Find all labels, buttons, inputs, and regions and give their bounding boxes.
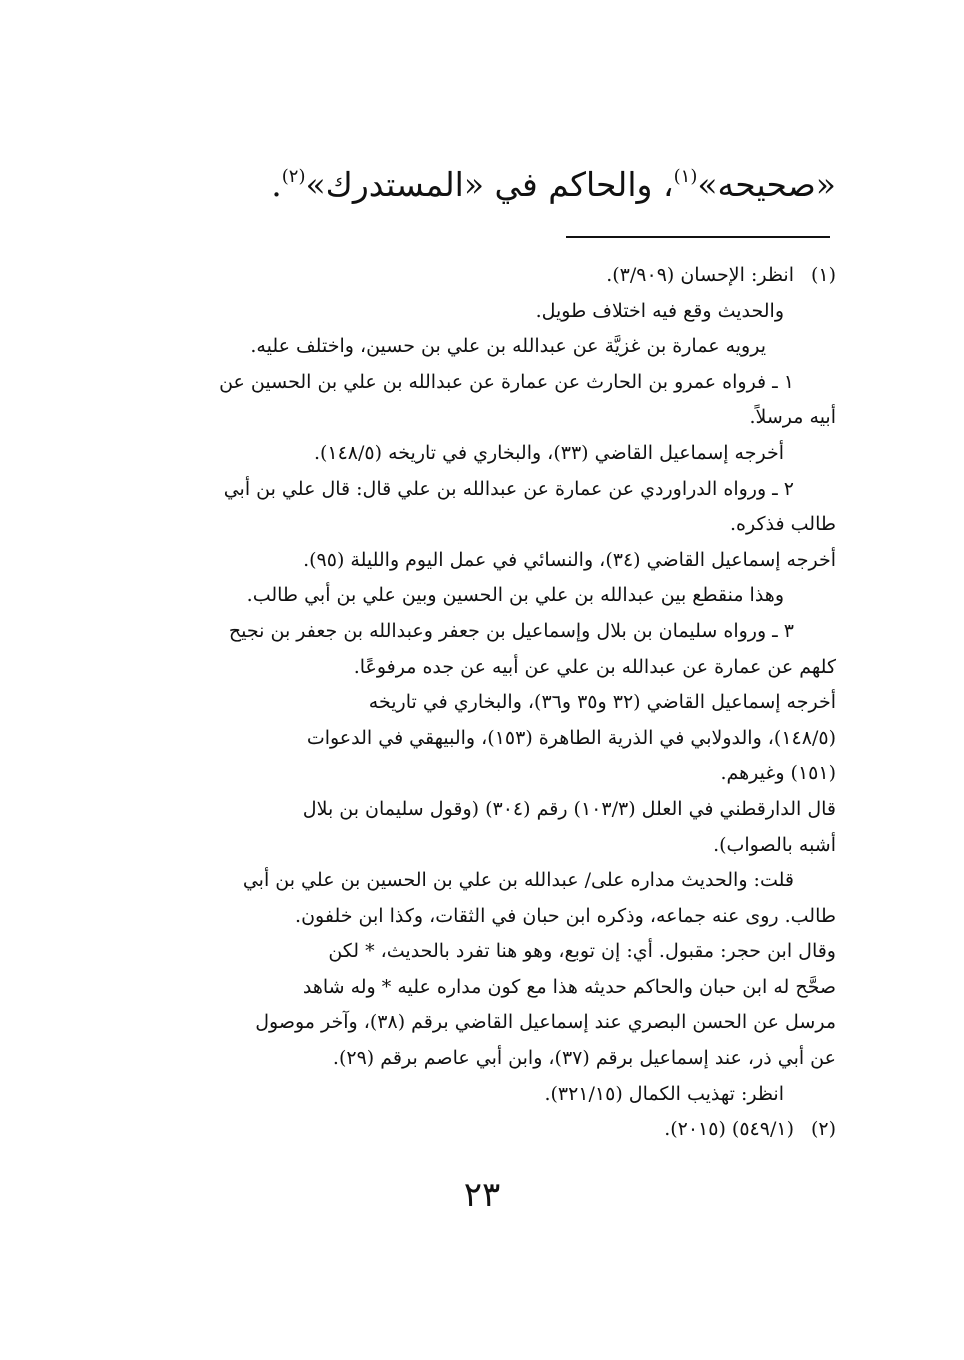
footnote-number: (٢) — [810, 1118, 836, 1141]
footnote-line: ٢ ـ ورواه الدراوردي عن عمارة عن عبدالله بن علي قال: قال علي بن أبي — [223, 477, 794, 500]
footnote-line: طالب فذكره. — [730, 513, 836, 536]
main-text-segment: . — [271, 165, 282, 204]
footnote-line: قلت: والحديث مداره على/ عبدالله بن علي بن الحسين بن علي بن أبي — [242, 869, 794, 892]
footnote-line: (١٤٨/٥)، والدولابي في الذرية الطاهرة (١٥٣)، والبيهقي في الدعوات — [306, 726, 836, 749]
footnote-line: طالب. روى عنه جماعه، وذكره ابن حبان في الثقات، وكذا ابن خلفون. — [295, 904, 836, 927]
footnote-line: ١ ـ فرواه عمرو بن الحارث عن عمارة عن عبدالله بن علي بن الحسين عن — [219, 370, 794, 393]
footnote-line: أشبه بالصواب). — [713, 833, 836, 856]
footnote-line: صحَّح له ابن حبان والحاكم حديثه هذا مع كون مداره عليه * وله شاهد — [302, 975, 836, 998]
footnote-line: وهذا منقطع بين عبدالله بن علي بن الحسين وبين علي بن أبي طالب. — [246, 584, 784, 607]
footnote-reference-2[interactable]: (٢) — [281, 166, 306, 187]
main-text-segment: ، والحاكم في «المستدرك» — [305, 165, 674, 204]
main-text-segment: «صحيحه» — [697, 165, 836, 204]
footnote-line: أبيه مرسلاً. — [749, 406, 836, 429]
footnote-line: والحديث وقع فيه اختلاف طويل. — [535, 299, 784, 322]
footnote-line: أخرجه إسماعيل القاضي (٣٣)، والبخاري في تاريخه (١٤٨/٥). — [313, 441, 784, 464]
footnote-separator-rule — [566, 236, 830, 238]
footnotes-section — [136, 258, 836, 1148]
footnote-line: مرسل عن الحسن البصري عند إسماعيل القاضي برقم (٣٨)، وآخر موصول — [255, 1011, 836, 1034]
footnote-reference-1[interactable]: (١) — [673, 166, 698, 187]
footnote-line: (٥٤٩/١) (٢٠١٥). — [664, 1118, 794, 1141]
footnote-line: يرويه عمارة بن غزيَّة عن عبدالله بن علي بن حسين، واختلف عليه. — [250, 335, 766, 358]
footnote-1 — [136, 258, 836, 1112]
footnote-line: انظر: تهذيب الكمال (٣٢١/١٥). — [544, 1082, 784, 1105]
footnote-line: أخرجه إسماعيل القاضي (٣٢ و٣٥ و٣٦)، والبخاري في تاريخه — [368, 691, 836, 714]
page-number: ٢٣ — [463, 1175, 501, 1215]
footnote-line: (١٥١) وغيرهم. — [720, 762, 836, 785]
footnote-2 — [136, 1112, 836, 1148]
footnote-line: عن أبي ذر، عند إسماعيل برقم (٣٧)، وابن أبي عاصم برقم (٢٩). — [332, 1047, 836, 1070]
footnote-line: وقال ابن حجر: مقبول. أي: إن توبع، وهو هنا تفرد بالحديث، * لكن — [328, 940, 836, 963]
footnote-line: ٣ ـ ورواه سليمان بن بلال وإسماعيل بن جعفر وعبدالله بن جعفر بن نجيح — [228, 619, 794, 642]
footnote-line: كلهم عن عمارة عن عبدالله بن علي عن أبيه عن جده مرفوعًا. — [353, 655, 836, 678]
footnote-number: (١) — [810, 264, 836, 286]
footnote-line: قال الدارقطني في العلل (١٠٣/٣) رقم (٣٠٤) (وقول سليمان بن بلال — [302, 797, 836, 820]
footnote-line: أخرجه إسماعيل القاضي (٣٤)، والنسائي في عمل اليوم والليلة (٩٥). — [303, 548, 836, 571]
footnote-line: انظر: الإحسان (٣/٩٠٩). — [606, 264, 794, 286]
main-text-line — [136, 152, 836, 210]
